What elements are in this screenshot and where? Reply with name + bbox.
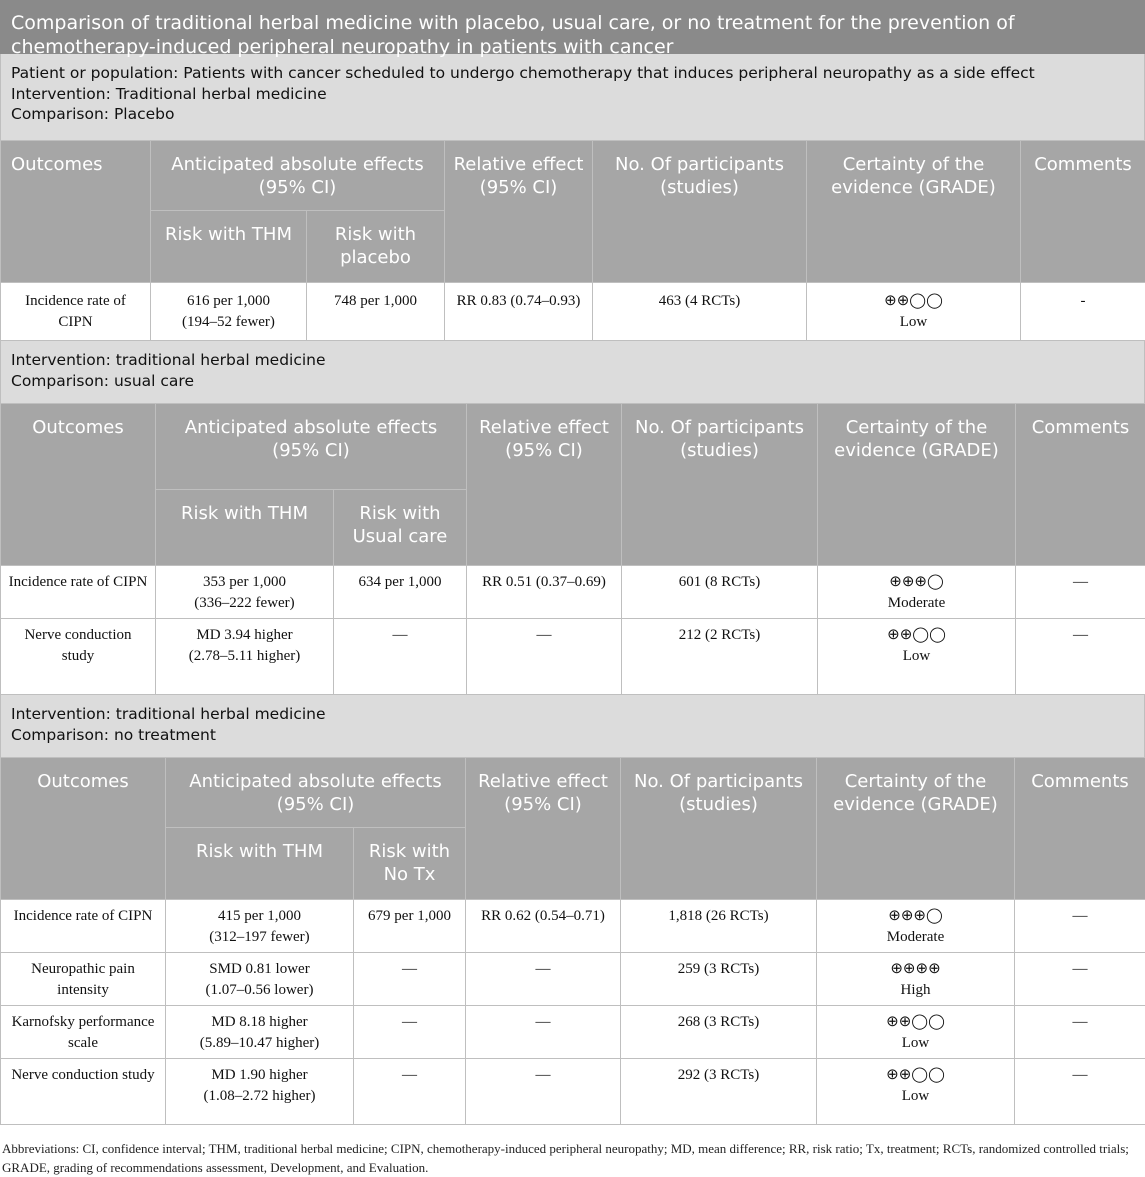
comments-cell: — [1015,900,1145,953]
risk-comparator-cell: — [334,619,467,695]
grade-label: Low [813,312,1014,333]
grade-symbols: ⊕⊕◯◯ [824,625,1009,646]
certainty-cell [818,566,1016,619]
outcome-cell: Nerve conduction study [1,619,156,695]
outcome-cell: Nerve conduction study [1,1059,166,1125]
header-risk-comparator: Risk with Usual care [334,490,467,566]
table-row [1,953,1145,1006]
risk-thm-value: 353 per 1,000 [162,572,327,593]
section-usual-care-info [0,341,1145,403]
risk-comparator-cell: 679 per 1,000 [354,900,466,953]
header-certainty: Certainty of the evidence (GRADE) [817,758,1015,900]
risk-thm-ci: (5.89–10.47 higher) [172,1033,347,1054]
risk-thm-value: 415 per 1,000 [172,906,347,927]
risk-comparator-cell: 748 per 1,000 [307,283,445,341]
grade-label: Moderate [823,927,1008,948]
certainty-cell [817,1006,1015,1059]
grade-label: Low [823,1086,1008,1107]
intervention-text: Intervention: traditional herbal medicine [11,704,1134,725]
risk-thm-value: SMD 0.81 lower [172,959,347,980]
section-no-treatment-info [0,695,1145,757]
participants-cell: 1,818 (26 RCTs) [621,900,817,953]
population-text: Patient or population: Patients with cancer scheduled to undergo chemotherapy that induces peripheral neuropathy as a side effect [11,63,1134,84]
risk-thm-ci: (2.78–5.11 higher) [162,646,327,667]
certainty-cell [817,900,1015,953]
no-treatment-table [0,757,1145,1125]
header-relative: Relative effect (95% CI) [467,404,622,566]
risk-thm-cell [166,900,354,953]
header-risk-thm: Risk with THM [166,828,354,900]
comments-cell: — [1016,619,1145,695]
table-row [1,283,1145,341]
risk-thm-cell [166,1006,354,1059]
comments-cell: - [1021,283,1145,341]
table-row [1,1006,1145,1059]
header-anticipated: Anticipated absolute effects (95% CI) [151,141,445,211]
risk-thm-cell [166,1059,354,1125]
table-title-box [0,0,1145,54]
comments-cell: — [1016,566,1145,619]
placebo-table [0,140,1145,341]
header-anticipated: Anticipated absolute effects (95% CI) [156,404,467,490]
table-row [1,1059,1145,1125]
grade-symbols: ⊕⊕◯◯ [823,1012,1008,1033]
header-comments: Comments [1016,404,1145,566]
comparison-text: Comparison: Placebo [11,104,1134,125]
grade-label: Low [824,646,1009,667]
header-participants: No. Of participants (studies) [621,758,817,900]
risk-thm-cell [151,283,307,341]
risk-thm-ci: (194–52 fewer) [157,312,300,333]
header-certainty: Certainty of the evidence (GRADE) [807,141,1021,283]
intervention-text: Intervention: traditional herbal medicine [11,350,1134,371]
header-outcomes: Outcomes [1,758,166,900]
participants-cell: 463 (4 RCTs) [593,283,807,341]
grade-symbols: ⊕⊕⊕◯ [823,906,1008,927]
grade-symbols: ⊕⊕◯◯ [823,1065,1008,1086]
comments-cell: — [1015,1006,1145,1059]
risk-thm-cell [156,566,334,619]
section-placebo-info [0,54,1145,140]
header-risk-comparator: Risk with No Tx [354,828,466,900]
risk-comparator-cell: — [354,953,466,1006]
certainty-cell [817,953,1015,1006]
header-comments: Comments [1021,141,1145,283]
risk-comparator-cell: — [354,1059,466,1125]
relative-effect-cell: — [466,953,621,1006]
grade-label: Low [823,1033,1008,1054]
certainty-cell [818,619,1016,695]
table-row [1,566,1145,619]
header-outcomes: Outcomes [1,141,151,283]
grade-label: High [823,980,1008,1001]
grade-symbols: ⊕⊕⊕⊕ [823,959,1008,980]
comments-cell: — [1015,953,1145,1006]
outcome-cell: Neuropathic pain intensity [1,953,166,1006]
header-certainty: Certainty of the evidence (GRADE) [818,404,1016,566]
risk-thm-cell [166,953,354,1006]
header-risk-thm: Risk with THM [156,490,334,566]
relative-effect-cell: — [466,1059,621,1125]
risk-thm-ci: (1.08–2.72 higher) [172,1086,347,1107]
header-relative: Relative effect (95% CI) [466,758,621,900]
risk-thm-ci: (1.07–0.56 lower) [172,980,347,1001]
grade-label: Moderate [824,593,1009,614]
table-row [1,900,1145,953]
header-participants: No. Of participants (studies) [622,404,818,566]
comparison-text: Comparison: no treatment [11,725,1134,746]
footnote: Abbreviations: CI, confidence interval; THM, traditional herbal medicine; CIPN, chemotherapy-induced peripheral neuropathy; MD, mean difference; RR, risk ratio; Tx, treatment; RCTs, randomized controlled trials; GRADE, grading of recommendations assessment, Development, and Evaluation. [0,1125,1145,1177]
relative-effect-cell: — [467,619,622,695]
participants-cell: 601 (8 RCTs) [622,566,818,619]
header-outcomes: Outcomes [1,404,156,566]
outcome-cell: Incidence rate of CIPN [1,283,151,341]
participants-cell: 212 (2 RCTs) [622,619,818,695]
relative-effect-cell: RR 0.51 (0.37–0.69) [467,566,622,619]
grade-symbols: ⊕⊕◯◯ [813,291,1014,312]
risk-comparator-cell: — [354,1006,466,1059]
risk-thm-ci: (336–222 fewer) [162,593,327,614]
participants-cell: 268 (3 RCTs) [621,1006,817,1059]
participants-cell: 259 (3 RCTs) [621,953,817,1006]
relative-effect-cell: RR 0.83 (0.74–0.93) [445,283,593,341]
grade-symbols: ⊕⊕⊕◯ [824,572,1009,593]
participants-cell: 292 (3 RCTs) [621,1059,817,1125]
risk-thm-cell [156,619,334,695]
header-comments: Comments [1015,758,1145,900]
risk-thm-ci: (312–197 fewer) [172,927,347,948]
usual-care-table [0,403,1145,695]
risk-thm-value: MD 1.90 higher [172,1065,347,1086]
certainty-cell [817,1059,1015,1125]
table-row [1,619,1145,695]
outcome-cell: Karnofsky performance scale [1,1006,166,1059]
header-risk-thm: Risk with THM [151,211,307,283]
outcome-cell: Incidence rate of CIPN [1,900,166,953]
relative-effect-cell: RR 0.62 (0.54–0.71) [466,900,621,953]
table-title: Comparison of traditional herbal medicine with placebo, usual care, or no treatment for the prevention of chemotherapy-induced peripheral neuropathy in patients with cancer [1,1,1144,53]
outcome-cell: Incidence rate of CIPN [1,566,156,619]
relative-effect-cell: — [466,1006,621,1059]
certainty-cell [807,283,1021,341]
comments-cell: — [1015,1059,1145,1125]
risk-thm-value: MD 3.94 higher [162,625,327,646]
header-participants: No. Of participants (studies) [593,141,807,283]
header-relative: Relative effect (95% CI) [445,141,593,283]
header-risk-comparator: Risk with placebo [307,211,445,283]
risk-thm-value: 616 per 1,000 [157,291,300,312]
comparison-text: Comparison: usual care [11,371,1134,392]
intervention-text: Intervention: Traditional herbal medicine [11,84,1134,105]
header-anticipated: Anticipated absolute effects (95% CI) [166,758,466,828]
risk-comparator-cell: 634 per 1,000 [334,566,467,619]
risk-thm-value: MD 8.18 higher [172,1012,347,1033]
